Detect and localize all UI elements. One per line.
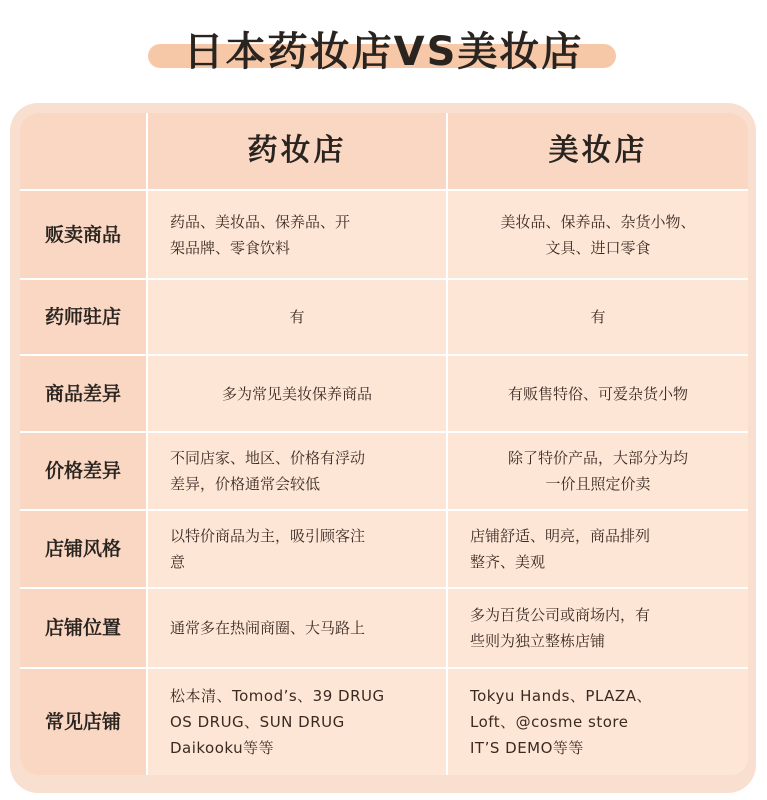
cell-line: 整齐、美观	[470, 553, 546, 571]
row-label-product-difference: 商品差异	[20, 356, 146, 431]
row-label-store-style: 店铺风格	[20, 511, 146, 587]
drugstore-style-cell	[148, 511, 446, 587]
cell-line: 一价且照定价卖	[545, 475, 651, 493]
drugstore-location-cell	[148, 589, 446, 667]
cell-line: 除了特价产品，大部分为均	[507, 449, 688, 467]
row-label-products: 贩卖商品	[20, 191, 146, 278]
cosmetic-pharmacist-cell	[448, 280, 748, 354]
cosmetic-difference-cell	[448, 356, 748, 431]
cell-line: 美妆品、保养品、杂货小物、	[500, 212, 696, 231]
page-title: 日本药妆店VS美妆店	[183, 29, 584, 75]
cosmetic-common-stores-cell	[448, 669, 748, 775]
cell-line: Daikooku等等	[170, 739, 275, 757]
cell-line: 多为百货公司或商场内，有	[470, 606, 651, 624]
cell-line: 松本清、Tomod’s、39 DRUG	[170, 687, 385, 705]
cell-line: 架品牌、零食饮料	[170, 238, 291, 257]
comparison-table	[20, 113, 748, 775]
drugstore-difference-cell	[148, 356, 446, 431]
cell-line: 不同店家、地区、价格有浮动	[170, 449, 366, 467]
cosmetic-style-cell	[448, 511, 748, 587]
column-header-cosmetic-store: 美妆店	[448, 113, 748, 189]
cell-line: 有	[289, 308, 305, 326]
cosmetic-location-cell	[448, 589, 748, 667]
row-label-common-stores: 常见店铺	[20, 669, 146, 775]
cell-line: 有贩售特俗、可爱杂货小物	[507, 384, 688, 403]
cell-line: 有	[590, 308, 606, 326]
table-corner	[20, 113, 146, 189]
drugstore-products-cell	[148, 191, 446, 278]
row-label-pharmacist: 药师驻店	[20, 280, 146, 354]
cell-line: 药品、美妆品、保养品、开	[170, 212, 351, 231]
cell-line: 以特价商品为主，吸引顾客注	[170, 527, 366, 545]
cell-line: IT’S DEMO等等	[470, 739, 584, 757]
drugstore-common-stores-cell	[148, 669, 446, 775]
cell-line: 店铺舒适、明亮，商品排列	[470, 527, 651, 545]
cosmetic-products-cell	[448, 191, 748, 278]
cell-line: 差异，价格通常会较低	[170, 475, 321, 493]
cell-line: 文具、进口零食	[545, 238, 651, 257]
cell-line: OS DRUG、SUN DRUG	[170, 713, 345, 731]
cosmetic-price-cell	[448, 433, 748, 509]
cell-line: 多为常见美妆保养商品	[221, 384, 372, 403]
drugstore-pharmacist-cell	[148, 280, 446, 354]
cell-line: 意	[170, 553, 186, 571]
cell-line: Loft、@cosme store	[470, 713, 629, 731]
row-label-price-difference: 价格差异	[20, 433, 146, 509]
cell-line: 些则为独立整栋店铺	[470, 632, 606, 650]
title-area	[0, 18, 767, 80]
column-header-drugstore: 药妆店	[148, 113, 446, 189]
cell-line: Tokyu Hands、PLAZA、	[470, 687, 652, 705]
row-label-store-location: 店铺位置	[20, 589, 146, 667]
cell-line: 通常多在热闹商圈、大马路上	[170, 619, 366, 637]
drugstore-price-cell	[148, 433, 446, 509]
